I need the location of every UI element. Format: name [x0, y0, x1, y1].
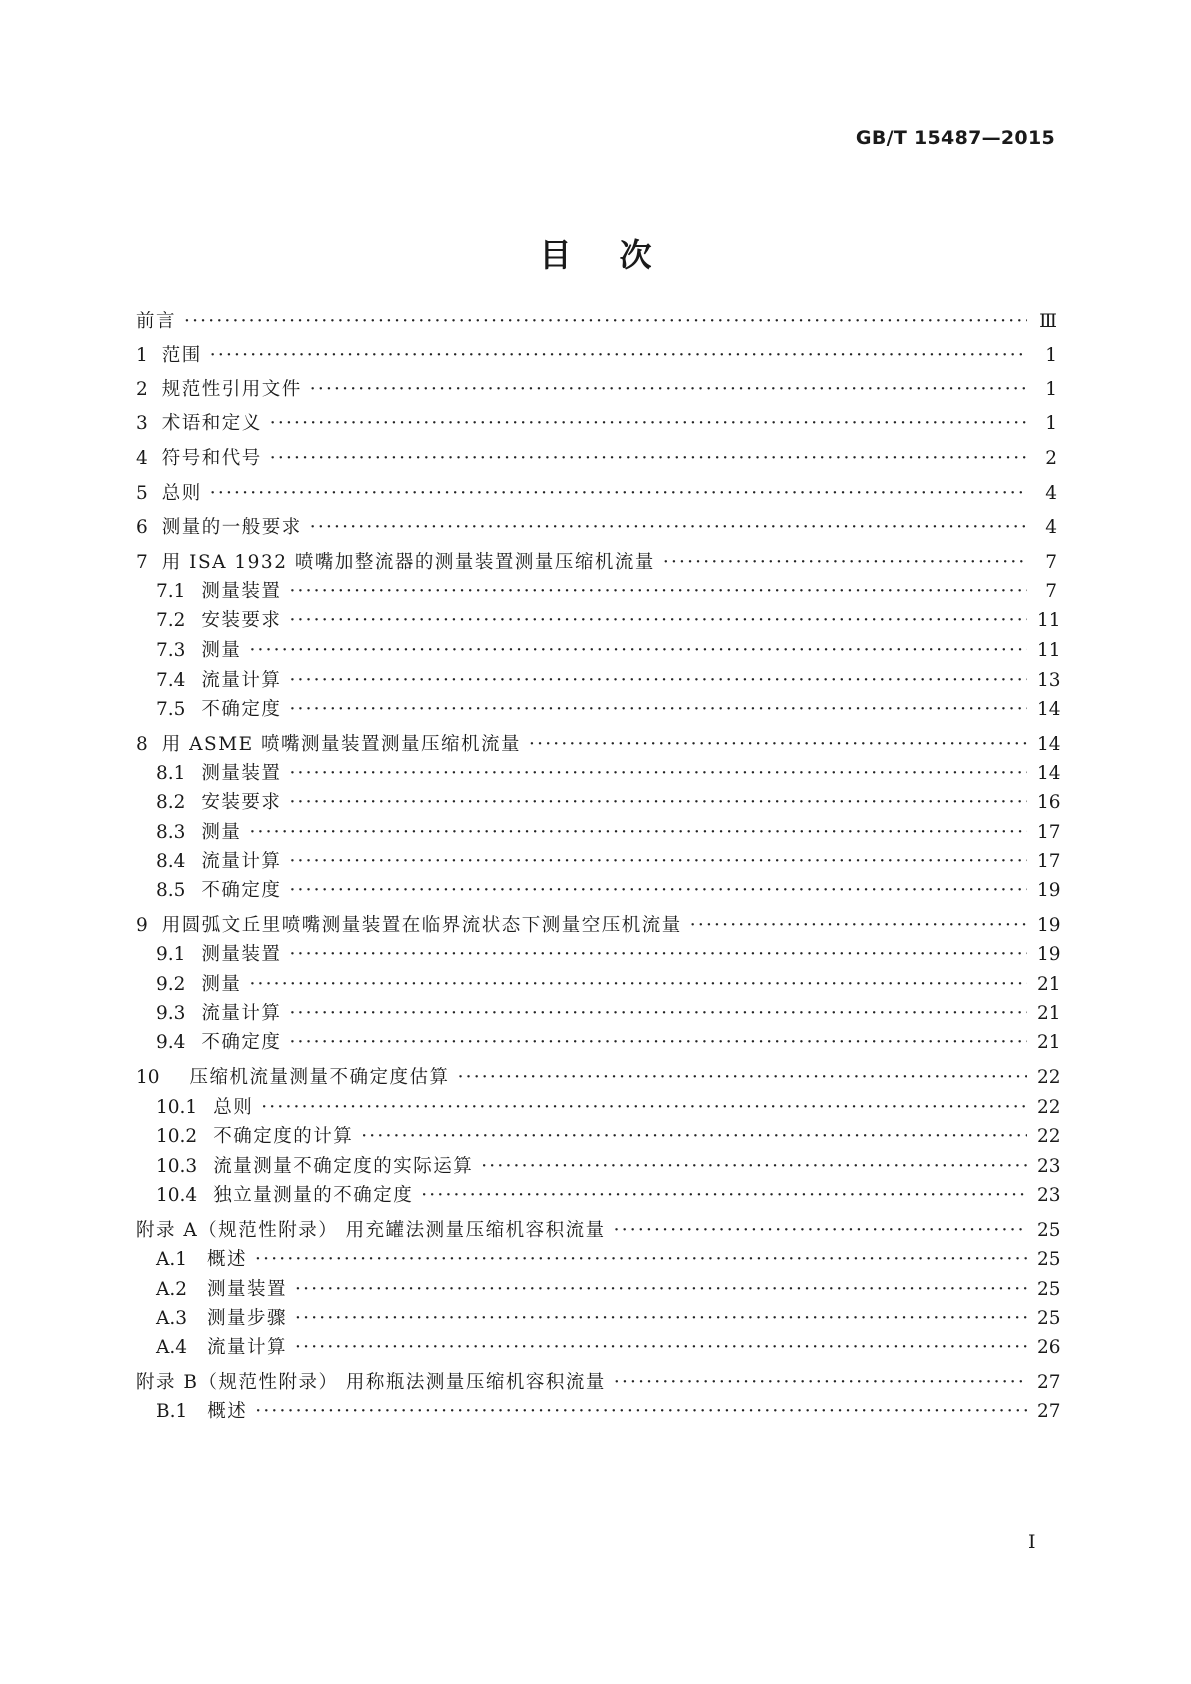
- toc-entry-number: 7.2: [156, 610, 186, 631]
- toc-entry-page: 19: [1037, 944, 1061, 965]
- toc-entry[interactable]: [156, 819, 1061, 847]
- dot-leader: [295, 1305, 1027, 1333]
- toc-entry-number: 8.2: [156, 792, 186, 813]
- toc-entry[interactable]: [156, 607, 1061, 635]
- toc-entry-label: 测量: [201, 822, 242, 843]
- toc-entry[interactable]: [156, 1398, 1061, 1426]
- page-number: I: [1028, 1531, 1036, 1553]
- toc-entry[interactable]: [136, 376, 1057, 404]
- toc-entry[interactable]: [136, 1064, 1061, 1092]
- toc-entry-label: 概述: [207, 1249, 248, 1270]
- toc-entry[interactable]: [136, 549, 1057, 577]
- toc-entry-label: 测量装置: [201, 581, 282, 602]
- toc-entry-number: 7.3: [156, 640, 186, 661]
- dot-leader: [614, 1217, 1027, 1245]
- toc-entry[interactable]: [136, 731, 1061, 759]
- dot-leader: [261, 1094, 1027, 1122]
- toc-entry[interactable]: [156, 1029, 1061, 1057]
- toc-entry[interactable]: [156, 1000, 1061, 1028]
- dot-leader: [310, 514, 1027, 542]
- toc-entry-label: 不确定度: [201, 880, 282, 901]
- toc-entry-number: 6: [136, 517, 148, 538]
- toc-entry-page: 4: [1045, 517, 1057, 538]
- toc-entry-page: 2: [1045, 448, 1057, 469]
- dot-leader: [289, 667, 1027, 695]
- dot-leader: [458, 1064, 1027, 1092]
- dot-leader: [270, 445, 1027, 473]
- toc-entry-page: 19: [1037, 880, 1061, 901]
- toc-entry[interactable]: [156, 667, 1061, 695]
- toc-entry-number: 8.1: [156, 763, 186, 784]
- dot-leader: [614, 1369, 1027, 1397]
- dot-leader: [289, 696, 1027, 724]
- toc-entry[interactable]: [156, 1246, 1061, 1274]
- toc-entry[interactable]: [156, 578, 1057, 606]
- toc-entry-label: 流量计算: [201, 1003, 282, 1024]
- toc-entry-page: 25: [1037, 1279, 1061, 1300]
- toc-entry-label: 概述: [207, 1401, 248, 1422]
- toc-entry-page: 19: [1037, 915, 1061, 936]
- toc-entry-page: 7: [1045, 581, 1057, 602]
- toc-entry-number: B.1: [156, 1401, 188, 1422]
- toc-entry-number: A.4: [156, 1337, 188, 1358]
- toc-entry-page: 23: [1037, 1185, 1061, 1206]
- toc-entry-page: 23: [1037, 1156, 1061, 1177]
- toc-entry-label: 安装要求: [201, 610, 282, 631]
- toc-entry-label: 测量的一般要求: [161, 517, 302, 538]
- toc-entry-page: 27: [1037, 1401, 1061, 1422]
- toc-entry-number: 10.2: [156, 1126, 198, 1147]
- toc-entry[interactable]: [156, 1276, 1061, 1304]
- toc-entry-page: 25: [1037, 1220, 1061, 1241]
- toc-entry-number: 9.1: [156, 944, 186, 965]
- toc-entry-page: 27: [1037, 1372, 1061, 1393]
- toc-entry[interactable]: [156, 637, 1061, 665]
- toc-entry-page: 21: [1037, 974, 1061, 995]
- toc-entry[interactable]: [156, 696, 1061, 724]
- toc-entry-number: 1: [136, 345, 148, 366]
- toc-entry-label: 用圆弧文丘里喷嘴测量装置在临界流状态下测量空压机流量: [161, 915, 682, 936]
- toc-entry-page: 22: [1037, 1126, 1061, 1147]
- dot-leader: [255, 1398, 1027, 1426]
- toc-entry-label: 术语和定义: [161, 413, 262, 434]
- dot-leader: [361, 1123, 1027, 1151]
- toc-entry[interactable]: [136, 912, 1061, 940]
- toc-entry[interactable]: [156, 789, 1061, 817]
- toc-entry-page: 1: [1045, 345, 1057, 366]
- toc-entry[interactable]: [156, 971, 1061, 999]
- toc-entry-page: 11: [1037, 640, 1061, 661]
- toc-entry-label: 测量: [201, 640, 242, 661]
- toc-entry-label: 测量装置: [201, 763, 282, 784]
- toc-entry-label: 范围: [161, 345, 202, 366]
- toc-entry-label: 测量: [201, 974, 242, 995]
- toc-entry-number: 7.1: [156, 581, 186, 602]
- toc-entry-page: 22: [1037, 1097, 1061, 1118]
- page-title: 目次: [539, 236, 700, 274]
- toc-entry-page: 4: [1045, 483, 1057, 504]
- toc-entry[interactable]: [156, 1305, 1061, 1333]
- toc-entry-label: 总则: [161, 483, 202, 504]
- toc-entry-number: A.3: [156, 1308, 188, 1329]
- dot-leader: [270, 410, 1027, 438]
- toc-entry-label: 安装要求: [201, 792, 282, 813]
- toc-entry[interactable]: [136, 1369, 1061, 1397]
- toc-entry-label: 不确定度: [201, 699, 282, 720]
- toc-entry[interactable]: [156, 1334, 1061, 1362]
- toc-entry-number: 8.4: [156, 851, 186, 872]
- toc-entry-number: 4: [136, 448, 148, 469]
- toc-entry[interactable]: [156, 760, 1061, 788]
- toc-entry-page: 14: [1037, 763, 1061, 784]
- toc-entry[interactable]: [136, 410, 1057, 438]
- dot-leader: [289, 941, 1027, 969]
- toc-entry-page: 22: [1037, 1067, 1061, 1088]
- toc-entry-number: A.2: [156, 1279, 188, 1300]
- toc-entry-label: 规范性引用文件: [161, 379, 302, 400]
- toc-entry-label: 测量装置: [201, 944, 282, 965]
- toc-entry-page: 1: [1045, 379, 1057, 400]
- dot-leader: [289, 1000, 1027, 1028]
- toc-entry-number: 9.2: [156, 974, 186, 995]
- dot-leader: [421, 1182, 1027, 1210]
- toc-entry[interactable]: [136, 1217, 1061, 1245]
- toc-entry[interactable]: [156, 941, 1061, 969]
- dot-leader: [295, 1276, 1027, 1304]
- dot-leader: [289, 760, 1027, 788]
- dot-leader: [295, 1334, 1027, 1362]
- dot-leader: [289, 789, 1027, 817]
- toc-entry-label: 测量装置: [207, 1279, 288, 1300]
- toc-entry[interactable]: [136, 480, 1057, 508]
- toc-entry-label: 流量计算: [201, 851, 282, 872]
- dot-leader: [663, 549, 1027, 577]
- toc-entry-label: 流量计算: [207, 1337, 288, 1358]
- toc-entry-number: A.1: [156, 1249, 188, 1270]
- toc-entry-page: Ⅲ: [1039, 311, 1057, 332]
- dot-leader: [289, 877, 1027, 905]
- toc-entry-page: 25: [1037, 1308, 1061, 1329]
- toc-entry-page: 21: [1037, 1032, 1061, 1053]
- toc-entry[interactable]: [156, 848, 1061, 876]
- toc-entry-number: 9: [136, 915, 148, 936]
- toc-entry-label: 附录 B（规范性附录） 用称瓶法测量压缩机容积流量: [136, 1372, 606, 1393]
- toc-entry-label: 测量步骤: [207, 1308, 288, 1329]
- toc-entry-label: 流量计算: [201, 670, 282, 691]
- toc-entry-number: 10.4: [156, 1185, 198, 1206]
- toc-entry-label: 用 ASME 喷嘴测量装置测量压缩机流量: [161, 734, 522, 755]
- toc-entry-page: 13: [1037, 670, 1061, 691]
- toc-entry-page: 21: [1037, 1003, 1061, 1024]
- toc-entry-label: 不确定度: [201, 1032, 282, 1053]
- toc-entry-label: 不确定度的计算: [213, 1126, 354, 1147]
- dot-leader: [210, 342, 1027, 370]
- dot-leader: [184, 308, 1027, 336]
- dot-leader: [249, 637, 1027, 665]
- toc-entry[interactable]: [156, 1182, 1061, 1210]
- toc-entry-page: 16: [1037, 792, 1061, 813]
- dot-leader: [289, 848, 1027, 876]
- toc-entry-label: 用 ISA 1932 喷嘴加整流器的测量装置测量压缩机流量: [161, 552, 655, 573]
- toc-entry-label: 符号和代号: [161, 448, 262, 469]
- dot-leader: [690, 912, 1027, 940]
- toc-entry-number: 10.3: [156, 1156, 198, 1177]
- toc-entry-number: 5: [136, 483, 148, 504]
- dot-leader: [289, 578, 1027, 606]
- toc-entry[interactable]: [136, 514, 1057, 542]
- toc-entry-number: 9.3: [156, 1003, 186, 1024]
- toc-entry-page: 17: [1037, 851, 1061, 872]
- toc-entry-page: 14: [1037, 699, 1061, 720]
- toc-entry-page: 25: [1037, 1249, 1061, 1270]
- toc-entry-page: 11: [1037, 610, 1061, 631]
- toc-entry-number: 9.4: [156, 1032, 186, 1053]
- dot-leader: [289, 1029, 1027, 1057]
- toc-entry[interactable]: [156, 1123, 1061, 1151]
- toc-entry-number: 10.1: [156, 1097, 198, 1118]
- toc-entry-number: 2: [136, 379, 148, 400]
- standard-code: GB/T 15487—2015: [855, 127, 1055, 149]
- toc-entry-label: 流量测量不确定度的实际运算: [213, 1156, 474, 1177]
- toc-entry-number: 8.5: [156, 880, 186, 901]
- toc-entry-page: 26: [1037, 1337, 1061, 1358]
- toc-entry[interactable]: [156, 1094, 1061, 1122]
- dot-leader: [310, 376, 1027, 404]
- toc-entry-number: 7.4: [156, 670, 186, 691]
- toc-entry-number: 10: [136, 1067, 160, 1088]
- dot-leader: [210, 480, 1027, 508]
- toc-entry[interactable]: [136, 308, 1057, 336]
- toc-entry-number: 3: [136, 413, 148, 434]
- toc-entry[interactable]: [136, 342, 1057, 370]
- dot-leader: [249, 819, 1027, 847]
- toc-entry-label: 附录 A（规范性附录） 用充罐法测量压缩机容积流量: [136, 1220, 606, 1241]
- toc-entry-number: 8: [136, 734, 148, 755]
- toc-entry[interactable]: [136, 445, 1057, 473]
- toc-entry-number: 7.5: [156, 699, 186, 720]
- dot-leader: [249, 971, 1027, 999]
- dot-leader: [289, 607, 1027, 635]
- toc-entry-page: 1: [1045, 413, 1057, 434]
- toc-entry-label: 独立量测量的不确定度: [213, 1185, 414, 1206]
- dot-leader: [529, 731, 1027, 759]
- toc-entry-label: 前言: [136, 311, 177, 332]
- toc-entry-page: 7: [1045, 552, 1057, 573]
- toc-entry-label: 压缩机流量测量不确定度估算: [189, 1067, 450, 1088]
- toc-entry-page: 17: [1037, 822, 1061, 843]
- toc-entry[interactable]: [156, 877, 1061, 905]
- dot-leader: [481, 1153, 1027, 1181]
- toc-entry[interactable]: [156, 1153, 1061, 1181]
- toc-entry-page: 14: [1037, 734, 1061, 755]
- toc-entry-number: 8.3: [156, 822, 186, 843]
- dot-leader: [255, 1246, 1027, 1274]
- toc-entry-label: 总则: [213, 1097, 254, 1118]
- toc-entry-number: 7: [136, 552, 148, 573]
